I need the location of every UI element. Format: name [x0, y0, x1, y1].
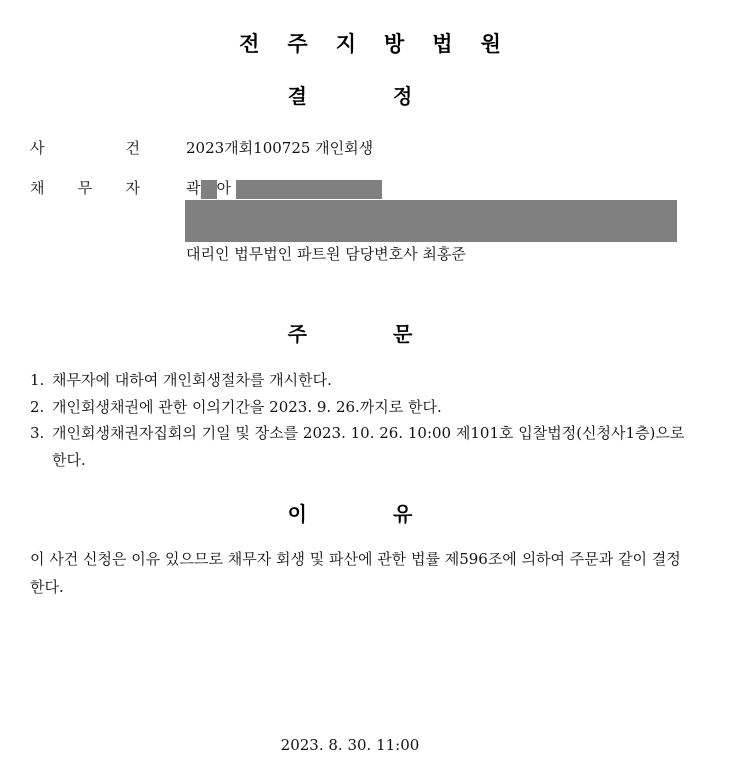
redaction-block: [201, 180, 217, 199]
reason-text: 이 사건 신청은 이유 있으므로 채무자 회생 및 파산에 관한 법률 제596조에 의하여 주문과 같이 결정한다.: [30, 550, 681, 596]
debtor-name: [186, 177, 382, 199]
item-number: 2.: [30, 397, 45, 416]
debtor-label-char: 자: [125, 179, 140, 197]
order-title: 주문: [287, 322, 499, 346]
debtor-label: [30, 177, 140, 198]
order-item: [30, 367, 690, 394]
item-text: 개인회생채권자집회의 기일 및 장소를 2023. 10. 26. 10:00 제101호 입찰법정(신청사1층)으로 한다.: [52, 424, 685, 469]
address-redaction-block: [185, 200, 677, 242]
case-label-char: 사: [30, 139, 45, 157]
case-number: 2023개회100725 개인회생: [186, 139, 374, 157]
order-item: [30, 394, 690, 421]
debtor-label-char: 채: [30, 179, 45, 197]
debtor-name-prefix: 곽: [186, 179, 201, 197]
court-name: 전주지방법원: [239, 32, 529, 56]
item-text: 개인회생채권에 관한 이의기간을 2023. 9. 26.까지로 한다.: [52, 397, 442, 416]
redaction-block: [236, 180, 382, 199]
order-list: [30, 367, 690, 473]
case-label: [30, 137, 140, 158]
decision-date: 2023. 8. 30. 11:00: [280, 736, 420, 754]
agent-line: 대리인 법무법인 파트원 담당변호사 최홍준: [186, 245, 466, 263]
reason-title: 이유: [287, 502, 499, 526]
case-label-char: 건: [125, 139, 140, 157]
item-number: 1.: [30, 371, 45, 389]
debtor-name-mid: 아: [216, 179, 231, 197]
item-number: 3.: [30, 424, 45, 442]
decision-title: 결정: [287, 84, 499, 108]
item-text: 채무자에 대하여 개인회생절차를 개시한다.: [52, 371, 332, 389]
order-item: [30, 420, 690, 473]
debtor-label-char: 무: [77, 179, 93, 197]
